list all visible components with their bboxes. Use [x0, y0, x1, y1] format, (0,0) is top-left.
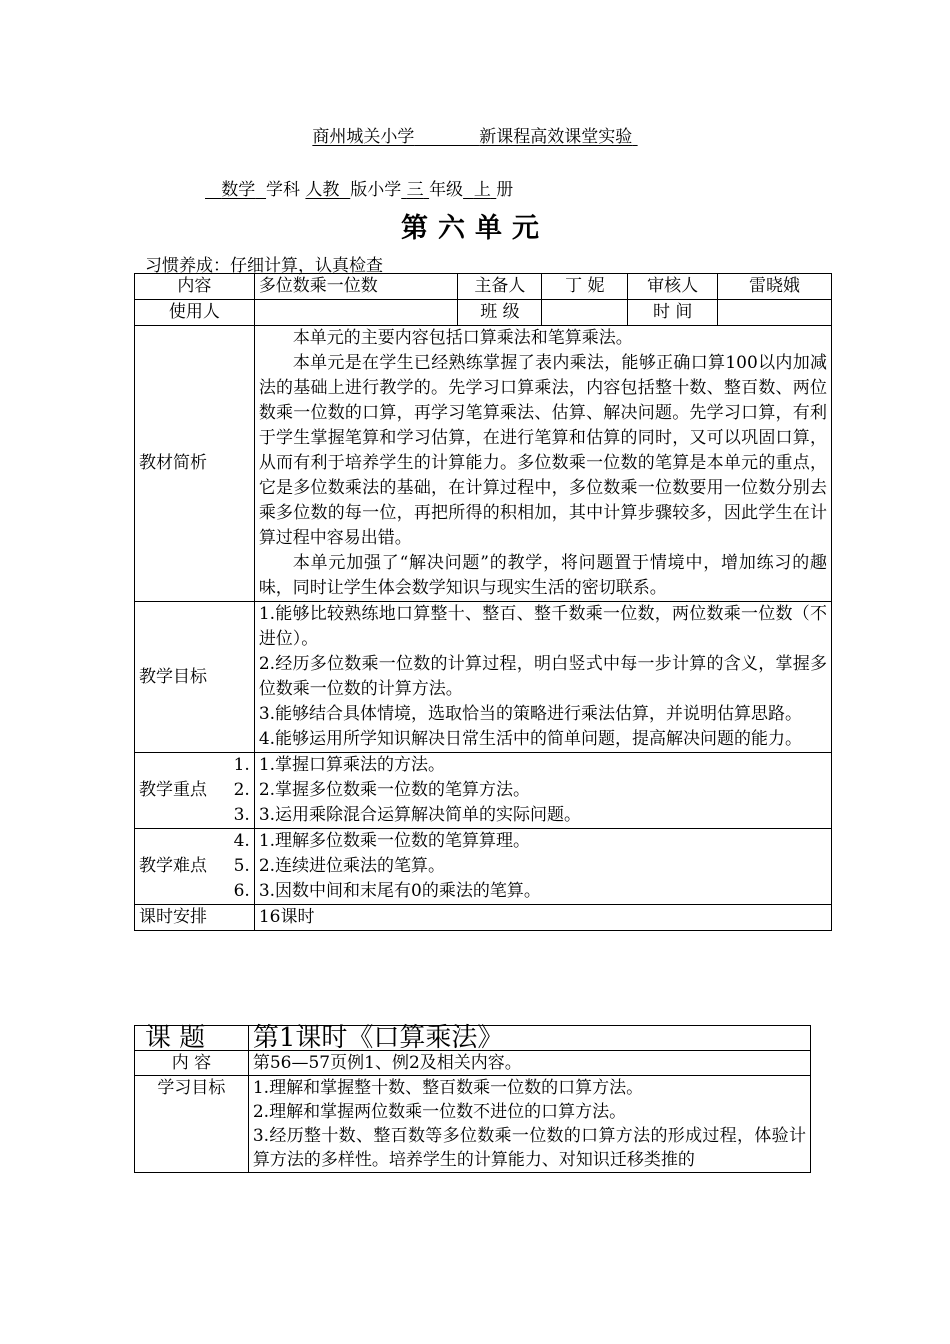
key-point: 3.运用乘除混合运算解决简单的实际问题。 — [258, 805, 582, 825]
analysis-paragraph: 本单元加强了“解决问题”的教学，将问题置于情境中，增加练习的趣味，同时让学生体会数学知识与现实生活的密切联系。 — [258, 553, 827, 598]
schedule-label: 课时安排 — [135, 905, 255, 931]
user-label: 使用人 — [135, 300, 255, 326]
key-point: 2.掌握多位数乘一位数的笔算方法。 — [258, 780, 531, 800]
topic-value: 第1课时《口算乘法》 — [248, 1026, 810, 1051]
key-points-label: 教学重点 — [139, 780, 207, 800]
volume-suffix: 册 — [496, 180, 514, 200]
goal-item: 2.经历多位数乘一位数的计算过程，明白竖式中每一步计算的含义，掌握多位数乘一位数的计算方法。 — [258, 654, 827, 699]
lesson-table — [134, 1025, 811, 1173]
objective-item: 1.理解和掌握整十数、整百数乘一位数的口算方法。 — [252, 1078, 644, 1098]
topic-label: 课 题 — [135, 1026, 249, 1051]
reviewer-value: 雷晓娥 — [718, 274, 832, 300]
key-points-label-cell — [135, 753, 255, 829]
difficult-point: 2.连续进位乘法的笔算。 — [258, 856, 446, 876]
goal-item: 4.能够运用所学知识解决日常生活中的简单问题，提高解决问题的能力。 — [258, 729, 803, 749]
table-row — [135, 1026, 811, 1051]
table-row — [135, 1076, 811, 1173]
table-row — [135, 326, 832, 602]
objective-item: 3.经历整十数、整百数等多位数乘一位数的口算方法的形成过程，体验计算方法的多样性。培养学生的计算能力、对知识迁移类推的 — [252, 1126, 806, 1170]
table-row — [135, 1051, 811, 1076]
edition-suffix: 版小学 — [350, 180, 402, 200]
grade: 三 — [406, 180, 424, 200]
goals-content — [254, 602, 831, 753]
analysis-content — [254, 326, 831, 602]
subject-line — [205, 175, 513, 200]
table-row — [135, 829, 832, 905]
key-numbers: 1. 2. 3. — [233, 755, 250, 825]
analysis-paragraph: 本单元的主要内容包括口算乘法和笔算乘法。 — [292, 328, 633, 348]
user-value — [254, 300, 458, 326]
document-header — [0, 122, 950, 147]
difficult-points-label-cell — [135, 829, 255, 905]
grade-suffix: 年级 — [429, 180, 464, 200]
edition: 人教 — [305, 180, 340, 200]
preparer-value: 丁 妮 — [542, 274, 628, 300]
preparer-label: 主备人 — [458, 274, 542, 300]
class-value — [542, 300, 628, 326]
lesson-content-value: 第56—57页例1、例2及相关内容。 — [248, 1051, 810, 1076]
difficult-points-label: 教学难点 — [139, 856, 207, 876]
subject-suffix: 学科 — [266, 180, 301, 200]
volume: 上 — [473, 180, 491, 200]
table-row — [135, 300, 832, 326]
analysis-paragraph: 本单元是在学生已经熟练掌握了表内乘法，能够正确口算100以内加减法的基础上进行教学的。先学习口算乘法，内容包括整十数、整百数、两位数乘一位数的口算，再学习笔算乘法、估算、解决问题。先学习口算，有利于学生掌握笔算和学习估算，在进行笔算和估算的同时，又可以巩固口算，从而有利于培养学生的计算能力。多位数乘一位数的笔算是本单元的重点，它是多位数乘法的基础，在计算过程中，多位数乘一位数要用一位数分别去乘多位数的每一位，再把所得的积相加，其中计算步骤较多，因此学生在计算过程中容易出错。 — [258, 353, 827, 548]
reviewer-label: 审核人 — [628, 274, 718, 300]
school-name: 商州城关小学 — [312, 127, 415, 147]
key-points-content — [254, 753, 831, 829]
table-row — [135, 274, 832, 300]
goal-item: 3.能够结合具体情境，选取恰当的策略进行乘法估算，并说明估算思路。 — [258, 704, 803, 724]
time-label: 时 间 — [628, 300, 718, 326]
time-value — [718, 300, 832, 326]
objective-item: 2.理解和掌握两位数乘一位数不进位的口算方法。 — [252, 1102, 627, 1122]
difficult-points-content — [254, 829, 831, 905]
difficult-point: 3.因数中间和末尾有0的乘法的笔算。 — [258, 881, 541, 901]
key-point: 1.掌握口算乘法的方法。 — [258, 755, 446, 775]
difficult-point: 1.理解多位数乘一位数的笔算算理。 — [258, 831, 531, 851]
schedule-value: 16课时 — [254, 905, 831, 931]
habit-line: 习惯养成：仔细计算，认真检查 — [145, 256, 383, 276]
project-name: 新课程高效课堂实验 — [479, 127, 633, 147]
table-row — [135, 905, 832, 931]
subject: 数学 — [221, 180, 256, 200]
unit-plan-table — [134, 273, 832, 931]
unit-title: 第六单元 — [401, 213, 549, 244]
content-value: 多位数乘一位数 — [254, 274, 458, 300]
class-label: 班 级 — [458, 300, 542, 326]
lesson-content-label: 内 容 — [135, 1051, 249, 1076]
goals-label: 教学目标 — [135, 602, 255, 753]
objective-content — [248, 1076, 810, 1173]
difficult-numbers: 4. 5. 6. — [233, 831, 250, 901]
goal-item: 1.能够比较熟练地口算整十、整百、整千数乘一位数，两位数乘一位数（不进位）。 — [258, 604, 827, 649]
table-row — [135, 753, 832, 829]
table-row — [135, 602, 832, 753]
content-label: 内容 — [135, 274, 255, 300]
analysis-label: 教材简析 — [135, 326, 255, 602]
objective-label: 学习目标 — [135, 1076, 249, 1173]
